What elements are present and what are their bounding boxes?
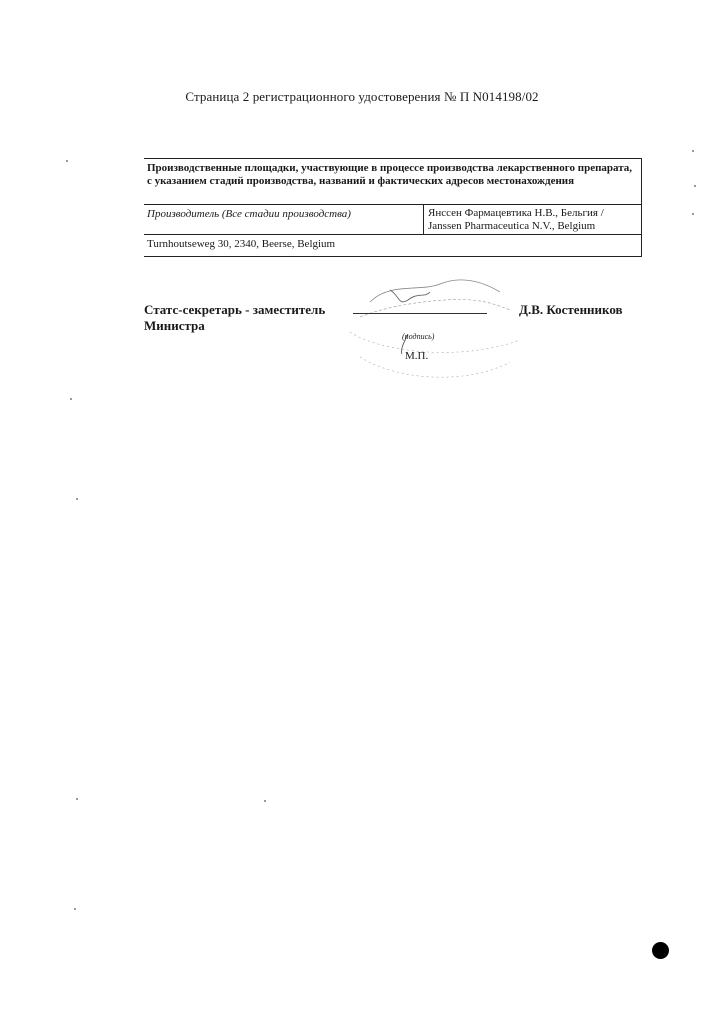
scan-speck — [74, 908, 76, 910]
manufacturer-role: Производитель (Все стадии производства) — [144, 205, 424, 234]
manufacturing-sites-table — [144, 158, 642, 257]
manufacturer-address: Turnhoutseweg 30, 2340, Beerse, Belgium — [147, 238, 336, 250]
signatory-position — [144, 302, 325, 334]
scan-speck — [692, 150, 694, 152]
signature-line — [353, 313, 487, 314]
signatory-name: Д.В. Костенников — [519, 302, 623, 317]
manufacturer-name-en: Janssen Pharmaceutica N.V., Belgium — [428, 219, 596, 232]
manufacturer-name — [424, 205, 641, 234]
signatory-position-line2: Министра — [144, 318, 205, 333]
scan-speck — [264, 800, 266, 802]
signatory-position-line1: Статс-секретарь - заместитель — [144, 302, 326, 317]
signature-caption: (подпись) — [402, 332, 435, 341]
scan-speck — [66, 160, 68, 162]
manufacturer-name-ru: Янссен Фармацевтика Н.В., Бельгия / — [428, 207, 604, 219]
table-heading: Производственные площадки, участвующие в процессе производства лекарственного препарата, с указанием стадий производства, названий и фактических адресов местонахождения — [147, 162, 633, 187]
page-marker-dot — [652, 942, 669, 959]
table-row — [144, 205, 641, 235]
scan-speck — [76, 498, 78, 500]
page-header: Страница 2 регистрационного удостоверения № П N014198/02 — [185, 89, 539, 104]
scan-speck — [694, 185, 696, 187]
scan-speck — [76, 798, 78, 800]
scan-speck — [70, 398, 72, 400]
signature-stamp-scribble — [330, 262, 530, 392]
scan-speck — [692, 213, 694, 215]
address-row — [144, 235, 641, 256]
stamp-label: М.П. — [405, 350, 429, 362]
table-heading-row — [144, 159, 641, 205]
